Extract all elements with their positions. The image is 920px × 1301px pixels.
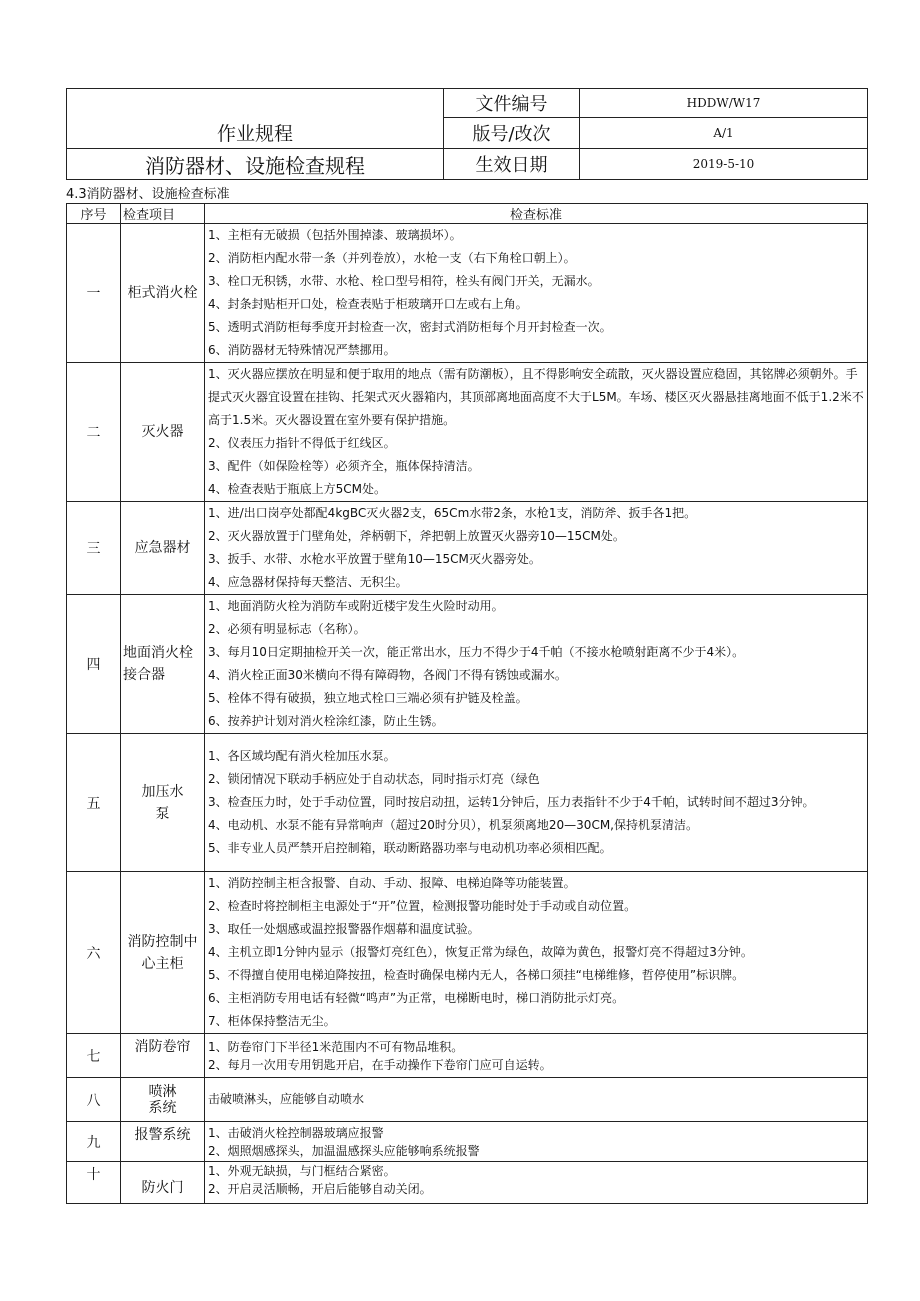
standard-line: 3、配件（如保险栓等）必须齐全，瓶体保持清洁。: [208, 459, 480, 473]
column-header-standard: 检查标准: [205, 204, 868, 224]
inspection-item: 灭火器: [121, 363, 205, 502]
standard-line: 2、必须有明显标志（名称）。: [208, 622, 366, 636]
standard-line: 1、外观无缺损，与门框结合紧密。: [208, 1164, 396, 1178]
inspection-standards: [205, 595, 868, 734]
table-row: [67, 363, 868, 502]
row-number: 五: [67, 734, 121, 872]
standard-line: 2、锁闭情况下联动手柄应处于自动状态，同时指示灯亮（绿色: [208, 772, 540, 786]
file-number-value: HDDW/W17: [580, 89, 868, 118]
standard-line: 5、不得擅自使用电梯迫降按扭，检查时确保电梯内无人，各梯口须挂“电梯维修，哲停使用”标识牌。: [208, 968, 745, 982]
table-row: [67, 1122, 868, 1162]
row-number: 一: [67, 224, 121, 363]
inspection-item: 报警系统: [121, 1122, 205, 1162]
row-number: 七: [67, 1034, 121, 1078]
effective-date-value: 2019-5-10: [580, 149, 868, 180]
row-number: 八: [67, 1078, 121, 1122]
inspection-standards: [205, 502, 868, 595]
row-number: 六: [67, 872, 121, 1034]
standard-line: 2、消防柜内配水带一条（并列卷放），水枪一支（右下角栓口朝上）。: [208, 251, 576, 265]
table-row: [67, 502, 868, 595]
standard-line: 2、检查时将控制柜主电源处于“开”位置，检测报警功能时处于手动或自动位置。: [208, 899, 637, 913]
table-row: [67, 872, 868, 1034]
standard-line: 4、应急器材保持每天整洁、无积尘。: [208, 575, 408, 589]
row-number: 四: [67, 595, 121, 734]
inspection-standards: [205, 363, 868, 502]
standard-line: 6、消防器材无特殊情况严禁挪用。: [208, 343, 396, 357]
inspection-standards: [205, 1078, 868, 1122]
row-number: 十: [67, 1162, 121, 1204]
inspection-standards: [205, 224, 868, 363]
version-label: 版号/改次: [444, 118, 580, 149]
inspection-item: 喷淋系统: [121, 1078, 205, 1122]
inspection-standards: [205, 734, 868, 872]
standard-line: 2、开启灵活顺畅，开启后能够自动关闭。: [208, 1182, 432, 1196]
section-title: 4.3消防器材、设施检查标准: [66, 187, 230, 202]
standard-line: 1、主柜有无破损（包括外围掉漆、玻璃损坏）。: [208, 228, 462, 242]
column-header-no: 序号: [67, 204, 121, 224]
effective-date-label: 生效日期: [444, 149, 580, 180]
row-number: 三: [67, 502, 121, 595]
row-number: 九: [67, 1122, 121, 1162]
standard-line: 2、灭火器放置于门壁角处，斧柄朝下，斧把朝上放置灭火器旁10—15CM处。: [208, 529, 625, 543]
standard-line: 6、按养护计划对消火栓涂红漆，防止生锈。: [208, 714, 444, 728]
inspection-standards: [205, 872, 868, 1034]
table-header-row: [67, 204, 868, 224]
standard-line: 7、柜体保持整洁无尘。: [208, 1014, 336, 1028]
standard-line: 1、各区域均配有消火栓加压水泵。: [208, 749, 396, 763]
table-row: [67, 1034, 868, 1078]
standard-line: 3、扳手、水带、水枪水平放置于壁角10—15CM灭火器旁处。: [208, 552, 541, 566]
standard-line: 击破喷淋头，应能够自动喷水: [208, 1092, 365, 1106]
standard-line: 4、检查表贴于瓶底上方5CM处。: [208, 482, 387, 496]
standard-line: 2、烟照烟感探头，加温温感探头应能够响系统报警: [208, 1143, 480, 1158]
inspection-item: 柜式消火栓: [121, 224, 205, 363]
column-header-item: 检查项目: [121, 204, 205, 224]
inspection-item: 消防控制中心主柜: [121, 872, 205, 1034]
file-number-label: 文件编号: [444, 89, 580, 118]
inspection-item: 加压水泵: [121, 734, 205, 872]
table-row: [67, 734, 868, 872]
standard-line: 5、透明式消防柜每季度开封检查一次，密封式消防柜每个月开封检查一次。: [208, 320, 612, 334]
table-row: [67, 224, 868, 363]
standard-line: 5、栓体不得有破损，独立地式栓口三端必须有护链及栓盖。: [208, 691, 528, 705]
standard-line: 3、每月10日定期抽检开关一次，能正常出水，压力不得少于4千帕（不接水枪喷射距离不少于4米）。: [208, 645, 745, 659]
standard-line: 4、封条封贴柜开口处，检查表贴于柜玻璃开口左或右上角。: [208, 297, 528, 311]
inspection-item: 防火门: [121, 1162, 205, 1204]
standard-line: 1、地面消防火栓为消防车或附近楼宇发生火险时动用。: [208, 599, 504, 613]
inspection-standards: [205, 1122, 868, 1162]
standard-line: 2、仪表压力指针不得低于红线区。: [208, 436, 396, 450]
standard-line: 1、消防控制主柜含报警、自动、手动、报障、电梯迫降等功能装置。: [208, 876, 576, 890]
standard-line: 3、栓口无积锈，水带、水枪、栓口型号相符，栓头有阀门开关，无漏水。: [208, 274, 600, 288]
standard-line: 1、进/出口岗亭处都配4kgBC灭火器2支，65Cm水带2条，水枪1支，消防斧、扳手各1把。: [208, 506, 697, 520]
table-row: [67, 595, 868, 734]
standard-line: 2、每月一次用专用钥匙开启，在手动操作下卷帘门应可自运转。: [208, 1057, 552, 1072]
table-row: [67, 1162, 868, 1204]
document-title: 消防器材、设施检查规程: [67, 149, 444, 180]
standard-line: 1、灭火器应摆放在明显和便于取用的地点（需有防潮板），且不得影响安全疏散，灭火器设置应稳固，其铭牌必须朝外。手提式灭火器宜设置在挂钩、托架式灭火器箱内，其顶部离地面高度不大于L5M。车场、楼区灭火器悬挂离地面不低于1.2米不高于1.5米。灭火器设置在室外要有保护措施。: [208, 367, 864, 427]
standard-line: 3、取任一处烟感或温控报警器作烟幕和温度试验。: [208, 922, 480, 936]
inspection-item: 应急器材: [121, 502, 205, 595]
inspection-item: 消防卷帘: [121, 1034, 205, 1078]
document-header-table: [66, 88, 868, 180]
standard-line: 1、击破消火栓控制器玻璃应报警: [208, 1125, 384, 1140]
standard-line: 3、检查压力时，处于手动位置，同时按启动扭，运转1分钟后，压力表指针不少于4千帕，试转时间不超过3分钟。: [208, 795, 815, 809]
version-value: A/1: [580, 118, 868, 149]
standard-line: 5、非专业人员严禁开启控制箱，联动断路器功率与电动机功率必须相匹配。: [208, 841, 612, 855]
document-type-title: 作业规程: [67, 89, 444, 149]
inspection-standards: [205, 1162, 868, 1204]
inspection-item: 地面消火栓接合器: [121, 595, 205, 734]
standard-line: 1、防卷帘门下半径1米范围内不可有物品堆积。: [208, 1039, 464, 1054]
standard-line: 4、消火栓正面30米横向不得有障碍物，各阀门不得有锈蚀或漏水。: [208, 668, 567, 682]
inspection-standards-table: [66, 203, 868, 1204]
inspection-standards: [205, 1034, 868, 1078]
table-row: [67, 1078, 868, 1122]
standard-line: 4、电动机、水泵不能有异常响声（超过20时分贝），机泵须离地20—30CM,保持机泵清洁。: [208, 818, 698, 832]
standard-line: 4、主机立即1分钟内显示（报警灯亮红色），恢复正常为绿色，故障为黄色，报警灯亮不得超过3分钟。: [208, 945, 753, 959]
row-number: 二: [67, 363, 121, 502]
standard-line: 6、主柜消防专用电话有轻微“鸣声”为正常，电梯断电时，梯口消防批示灯亮。: [208, 991, 625, 1005]
